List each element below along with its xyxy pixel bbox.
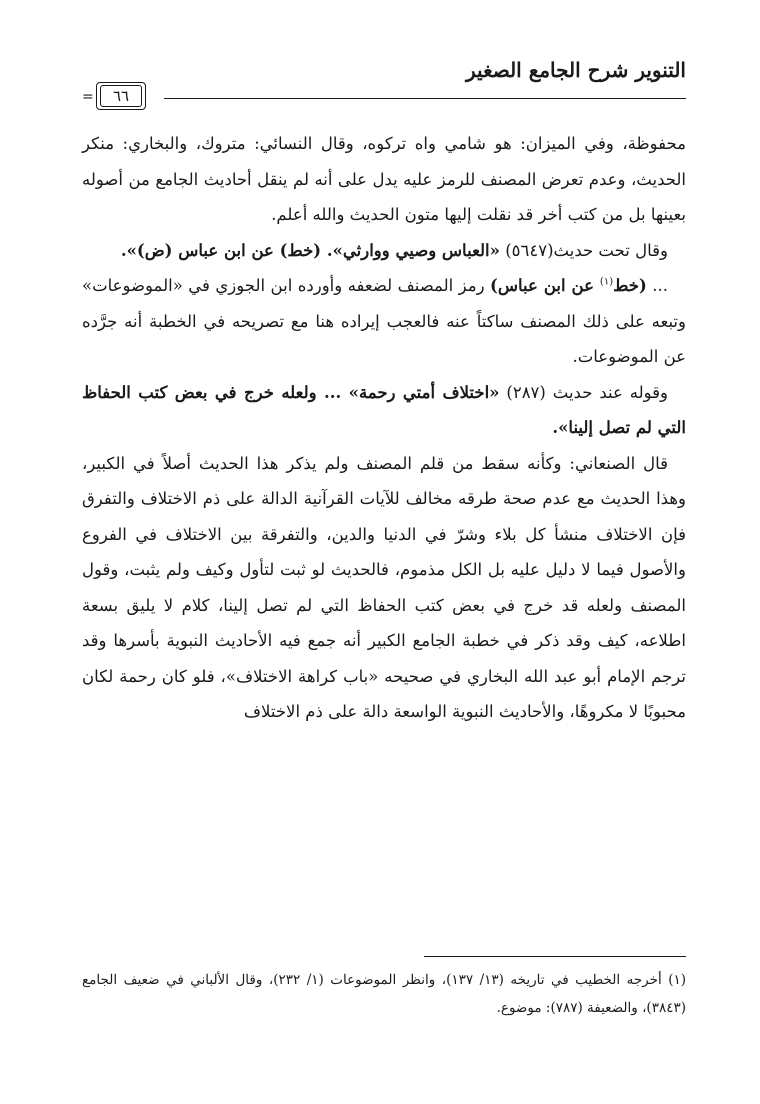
paragraph-1: محفوظة، وفي الميزان: هو شامي واه تركوه، وقال النسائي: متروك، والبخاري: منكر الحديث، وعدم تعرض المصنف للرمز عليه يدل على أنه لم ينقل أحاديث الجامع من أصوله بعينها بل من كتب أخر قد نقلت إليها متون الحديث والله أعلم. (82, 134, 686, 224)
quoted-hadith: «اختلاف أمتي رحمة» ... ولعله خرج في بعض كتب الحفاظ التي لم تصل إلينا». (82, 382, 686, 437)
header-rule (164, 98, 686, 99)
source-code: (خط (613, 276, 647, 295)
main-text (82, 126, 686, 730)
running-header (82, 52, 686, 104)
quote-intro: وقوله عند حديث (٢٨٧) (499, 382, 668, 402)
paragraph-3 (82, 268, 686, 375)
book-page (82, 52, 686, 1062)
ellipsis-lead: ... (646, 276, 668, 295)
quoted-hadith: «العباس وصيي ووارثي». (خط) عن ابن عباس (ض)». (120, 240, 500, 260)
paragraph-5: قال الصنعاني: وكأنه سقط من قلم المصنف ولم يذكر هذا الحديث أصلاً في الكبير، وهذا الحديث مع عدم صحة طرقه مخالف للآيات القرآنية الدالة على ذم الاختلاف والتفرق فإن الاختلاف منشأ كل بلاء وشرّ في الدنيا والدين، والتفرقة بين الاختلاف في الفروع والأصول فيما لا دليل عليه بل الكل مذموم، فالحديث لو ثبت لتأول وكيف ولم يثبت، وقول المصنف ولعله قد خرج في بعض كتب الحفاظ التي لم تصل إلينا، كلام لا يليق بسعة اطلاعه، كيف وقد ذكر في خطبة الجامع الكبير أنه جمع فيه الأحاديث النبوية بأسرها وقد ترجم الإمام أبو عبد الله البخاري في صحيحه «باب كراهة الاختلاف»، فلو كان رحمة لكان محبوبًا لا مكروهًا، والأحاديث النبوية الواسعة دالة على ذم الاختلاف (82, 453, 686, 721)
book-title: التنوير شرح الجامع الصغير (466, 58, 686, 82)
paragraph-4 (82, 375, 686, 446)
footnote-reference[interactable]: (١) (599, 276, 614, 288)
page-number: ٦٦ (100, 85, 142, 107)
page-number-frame (96, 82, 146, 110)
paragraph-2 (82, 233, 686, 269)
narrator: عن ابن عباس) (490, 276, 600, 295)
quote-intro: وقال تحت حديث(٥٦٤٧) (499, 240, 668, 260)
commentary: رمز المصنف لضعفه وأورده ابن الجوزي في «الموضوعات» وتبعه على ذلك المصنف ساكتاً عنه فالعجب إيراده هنا مع تصريحه في الخطبة أنه جرَّده عن الموضوعات. (82, 276, 686, 366)
header-marker: = (82, 89, 94, 105)
footnote-1: (١) أخرجه الخطيب في تاريخه (١٣/ ١٣٧)، وانظر الموضوعات (١/ ٢٣٢)، وقال الألباني في ضعيف الجامع (٣٨٤٣)، والضعيفة (٧٨٧): موضوع. (82, 972, 687, 1016)
footnotes (82, 966, 686, 1022)
footnote-separator (424, 956, 686, 957)
